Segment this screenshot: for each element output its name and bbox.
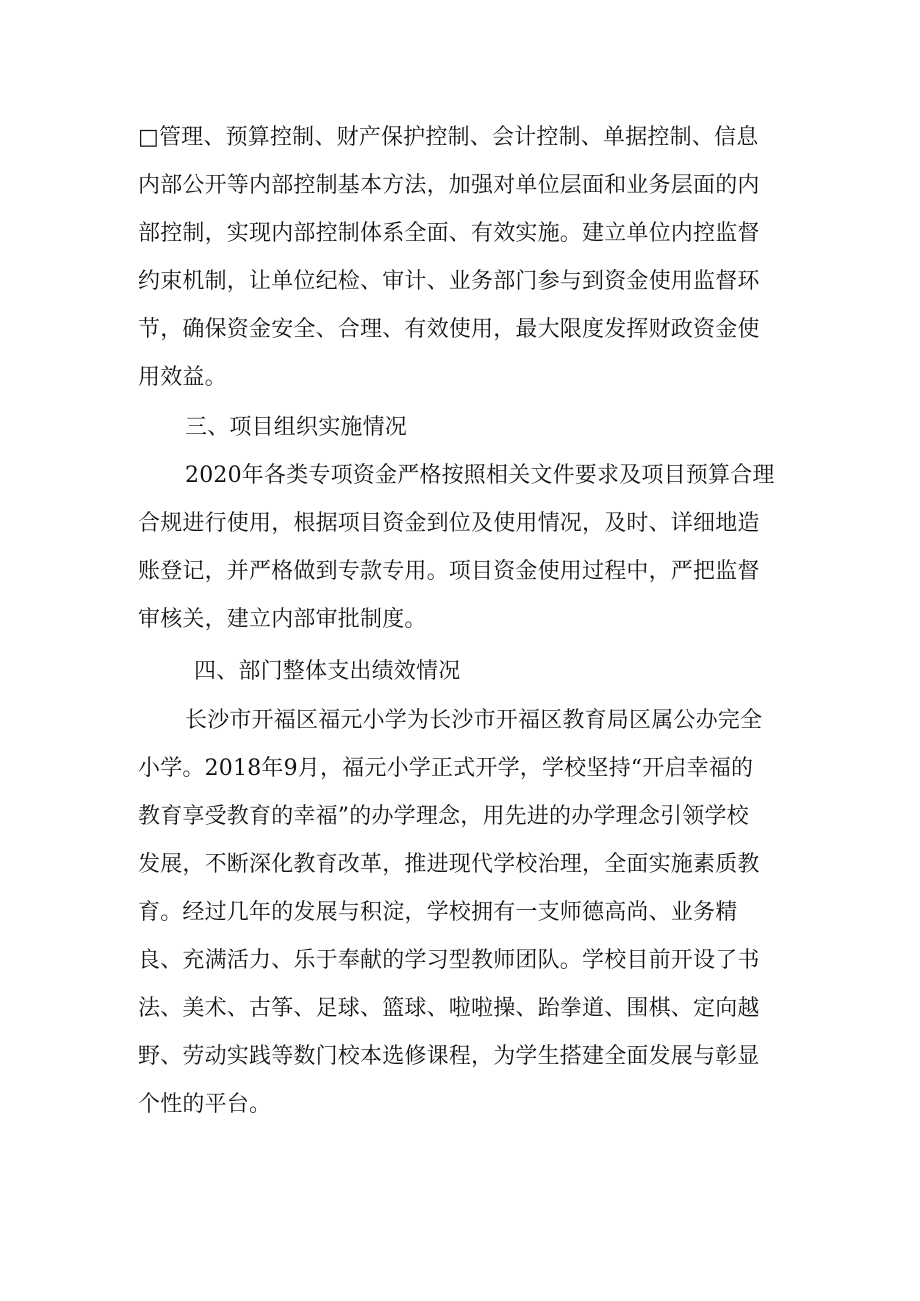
paragraph-line: 约束机制，让单位纪检、审计、业务部门参与到资金使用监督环	[138, 269, 760, 294]
paragraph-line: 良、充满活力、乐于奉献的学习型教师团队。学校目前开设了书	[138, 948, 760, 973]
paragraph-line: 部控制，实现内部控制体系全面、有效实施。建立单位内控监督	[138, 221, 760, 246]
paragraph-line: 育。经过几年的发展与积淀，学校拥有一支师德高尚、业务精	[138, 900, 738, 925]
section-heading: 三、项目组织实施情况	[185, 415, 408, 440]
paragraph-line: 账登记，并严格做到专款专用。项目资金使用过程中，严把监督	[138, 559, 760, 584]
paragraph-line: 发展，不断深化教育改革，推进现代学校治理，全面实施素质教	[138, 852, 760, 877]
paragraph-line: □管理、预算控制、财产保护控制、会计控制、单据控制、信息	[138, 125, 759, 150]
paragraph-line: 用效益。	[138, 365, 227, 390]
paragraph-line: 节，确保资金安全、合理、有效使用，最大限度发挥财政资金使	[138, 317, 760, 342]
paragraph-line: 内部公开等内部控制基本方法，加强对单位层面和业务层面的内	[138, 173, 760, 198]
section-heading: 四、部门整体支出绩效情况	[194, 659, 461, 684]
paragraph-line: 审核关，建立内部审批制度。	[138, 607, 427, 632]
paragraph-line: 法、美术、古筝、足球、篮球、啦啦操、跆拳道、围棋、定向越	[138, 996, 760, 1021]
paragraph-line: 野、劳动实践等数门校本选修课程，为学生搭建全面发展与彰显	[138, 1044, 760, 1069]
paragraph-line: 教育享受教育的幸福”的办学理念，用先进的办学理念引领学校	[138, 804, 749, 829]
paragraph-line: 2020年各类专项资金严格按照相关文件要求及项目预算合理	[185, 463, 775, 488]
paragraph-line: 长沙市开福区福元小学为长沙市开福区教育局区属公办完全	[185, 708, 763, 733]
paragraph-line: 合规进行使用，根据项目资金到位及使用情况，及时、详细地造	[138, 511, 760, 536]
paragraph-line: 小学。2018年9月，福元小学正式开学，学校坚持“开启幸福的	[138, 756, 754, 781]
paragraph-line: 个性的平台。	[138, 1092, 272, 1117]
